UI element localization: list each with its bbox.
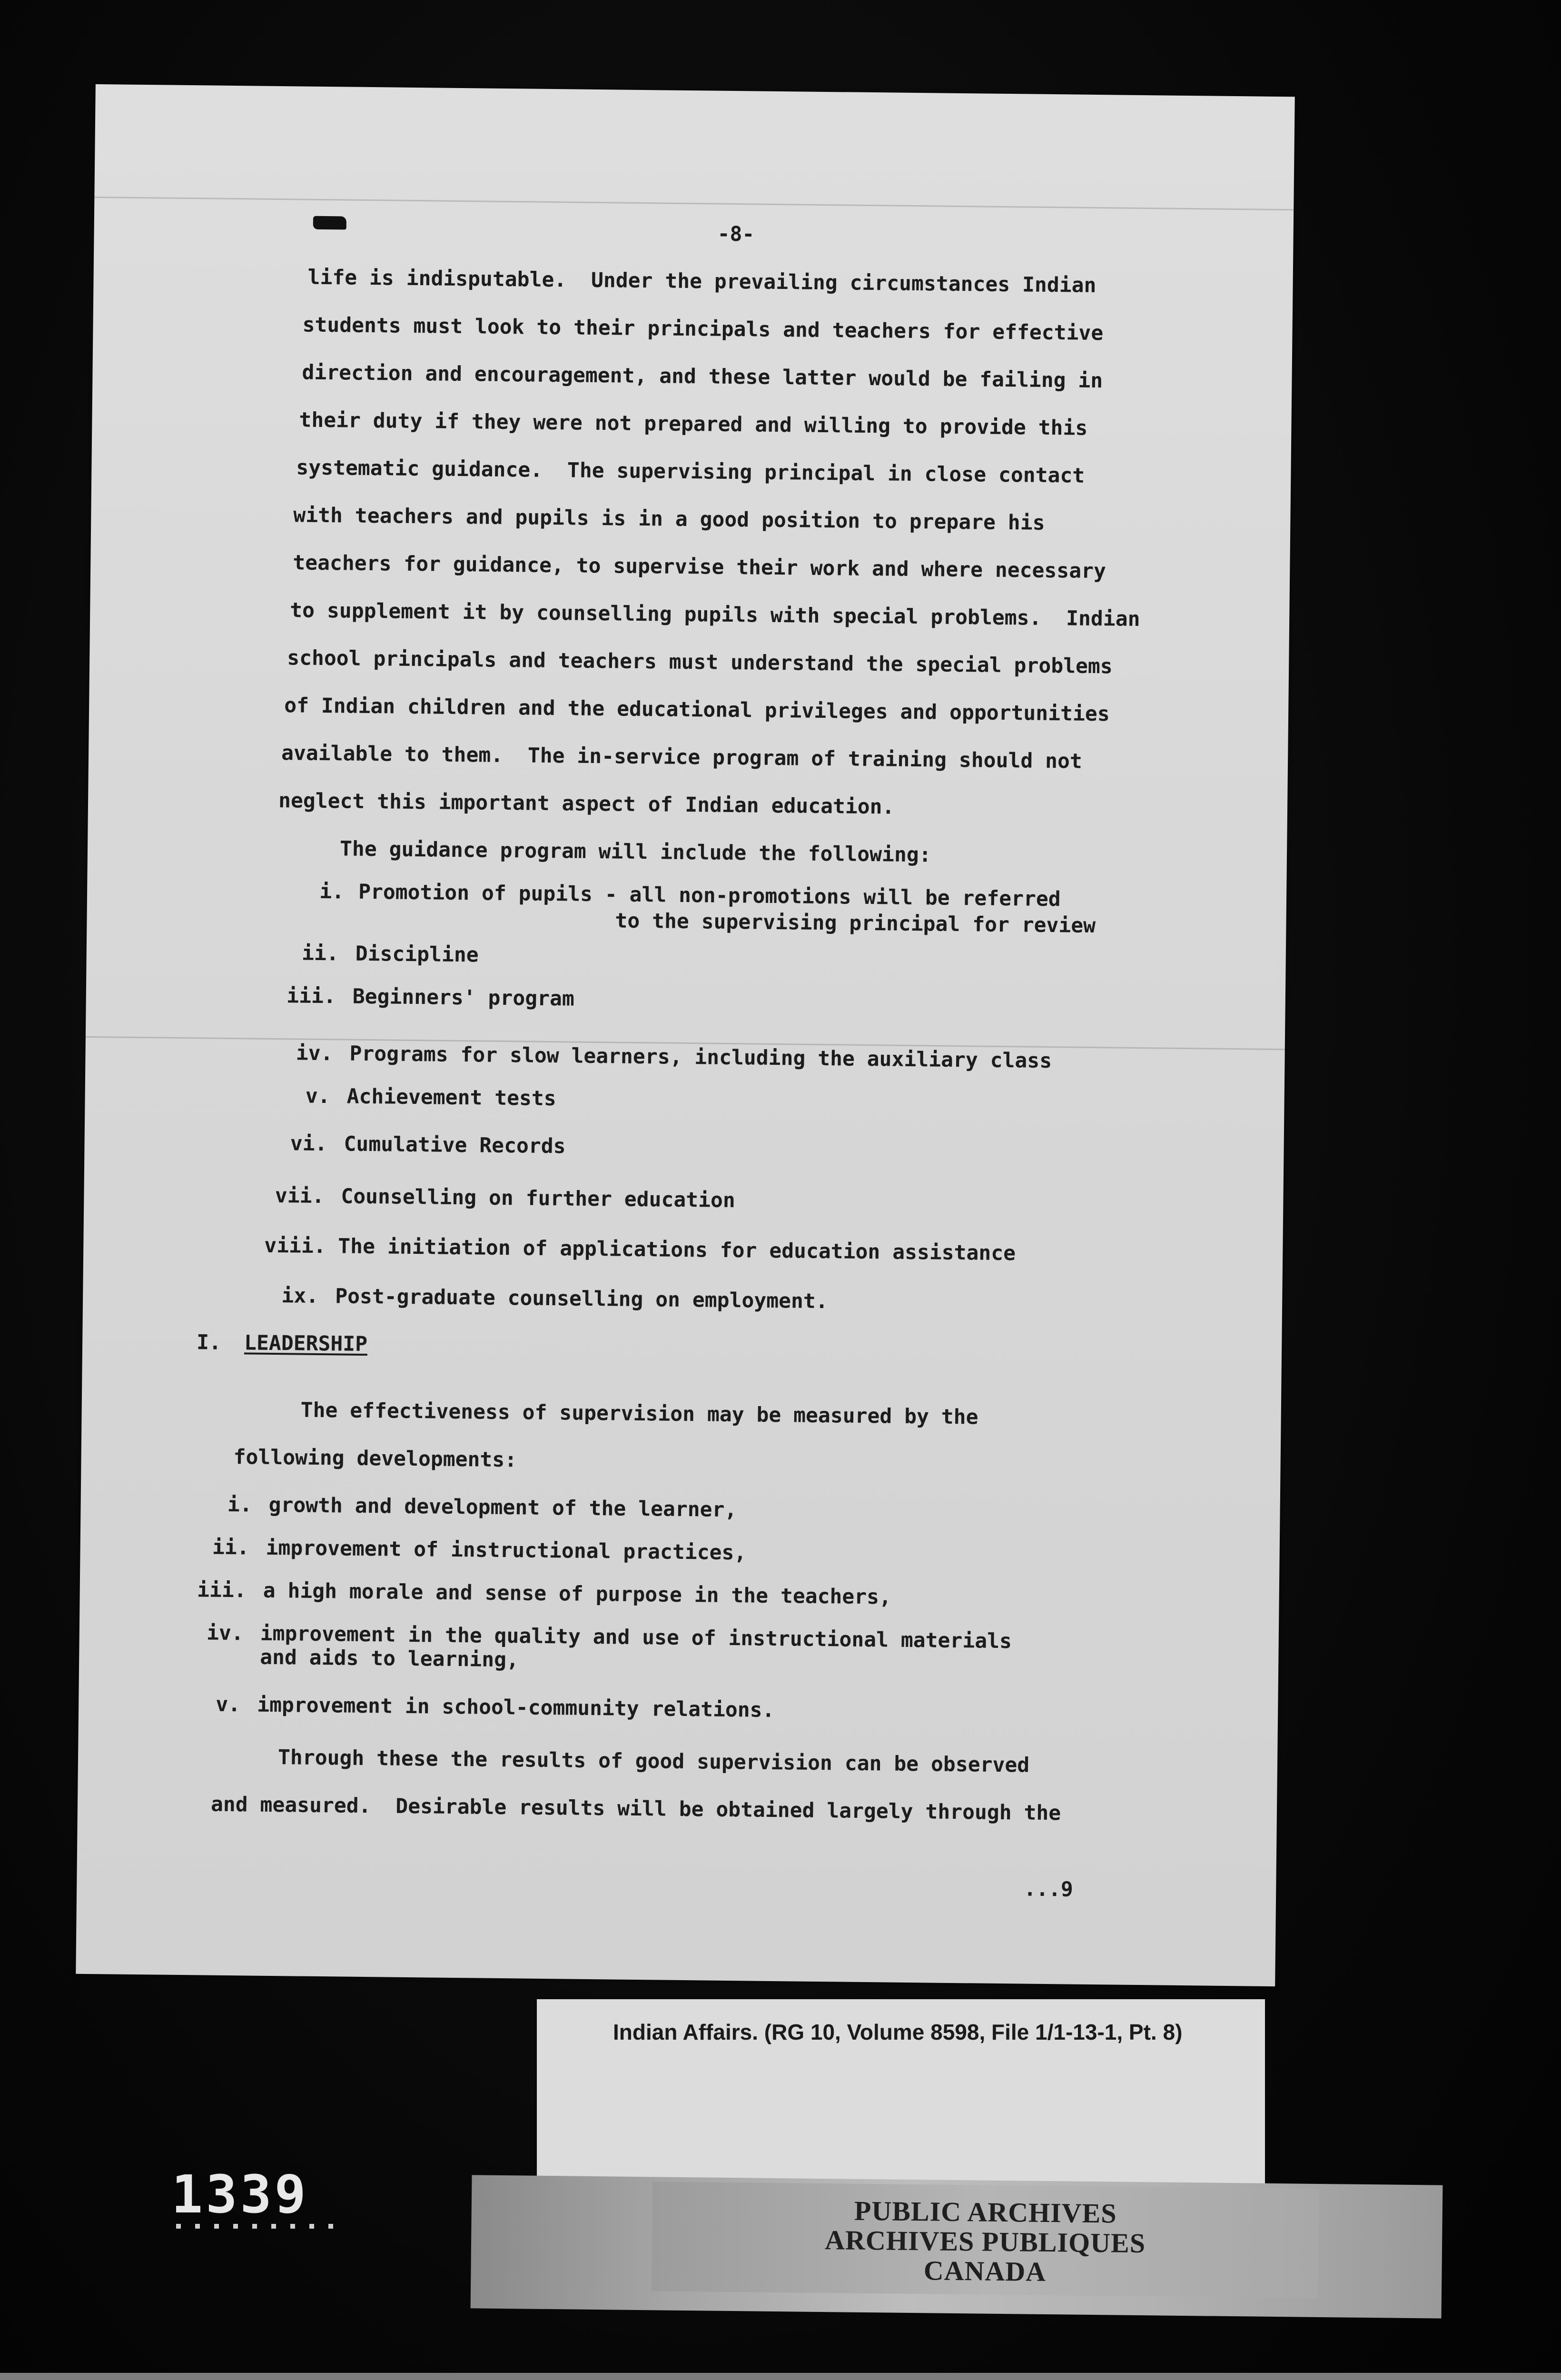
guidance-item-continuation: to the supervising principal for review [615,909,1096,938]
guidance-item-number: iii. [286,984,336,1009]
guidance-item: Post-graduate counselling on employment. [335,1284,828,1314]
leadership-item-number: iii. [197,1578,247,1603]
leadership-item-number: iv. [206,1621,244,1646]
body-line: teachers for guidance, to supervise their work and where necessary [293,551,1107,584]
guidance-item-number: viii. [264,1233,326,1259]
page-number: -8- [717,222,755,247]
stamp-line-1: PUBLIC ARCHIVES [854,2195,1117,2229]
body-line: their duty if they were not prepared and willing to provide this [299,408,1088,440]
leadership-item: growth and development of the learner, [268,1493,737,1522]
body-line: direction and encouragement, and these latter would be failing in [302,360,1103,393]
guidance-item: Promotion of pupils - all non-promotions will be referred [358,880,1061,912]
leadership-item-number: v. [216,1692,241,1717]
guidance-item: The initiation of applications for education assistance [338,1234,1016,1266]
guidance-item-number: i. [319,879,345,904]
guidance-item: Counselling on further education [341,1184,736,1213]
guidance-item-number: iv. [296,1041,333,1066]
guidance-item: Cumulative Records [344,1132,566,1159]
archives-stamp-band [471,2175,1443,2318]
continuation-marker: ...9 [1023,1877,1074,1902]
leadership-item-number: i. [227,1492,252,1517]
guidance-item-number: ii. [301,941,339,966]
leadership-item-number: ii. [212,1535,249,1560]
leadership-item: improvement of instructional practices, [266,1536,747,1565]
leadership-intro: The effectiveness of supervision may be measured by the [300,1398,978,1429]
guidance-item-number: vii. [275,1183,325,1209]
archives-stamp [652,2182,1319,2298]
leadership-item: a high morale and sense of purpose in the teachers, [263,1578,892,1609]
section-title: LEADERSHIP [244,1331,368,1357]
body-line: to supplement it by counselling pupils with special problems. Indian [290,598,1140,631]
body-line: systematic guidance. The supervising principal in close contact [296,456,1085,488]
body-line: neglect this important aspect of Indian education. [278,789,895,819]
page-text [76,84,1294,1986]
guidance-item-number: ix. [281,1284,319,1308]
stamp-line-3: CANADA [923,2255,1047,2287]
film-edge [0,2373,1561,2380]
body-line: school principals and teachers must understand the special problems [287,646,1113,679]
archive-reference-card [537,1999,1265,2199]
body-line: of Indian children and the educational privileges and opportunities [284,694,1110,726]
film-sprocket-marks [176,2224,343,2229]
section-letter: I. [196,1330,222,1355]
ink-mark [313,216,346,230]
guidance-item-number: v. [305,1084,330,1109]
guidance-item: Achievement tests [346,1084,556,1111]
guidance-item: Beginners' program [352,984,575,1011]
leadership-item: improvement in the quality and use of instructional materials [260,1621,1012,1654]
guidance-item-number: vi. [290,1131,327,1156]
body-line: with teachers and pupils is in a good position to prepare his [293,503,1045,535]
leadership-intro: following developments: [233,1445,517,1472]
body-line: available to them. The in-service program of training should not [281,741,1083,774]
guidance-item: Programs for slow learners, including the auxiliary class [349,1041,1052,1073]
guidance-intro: The guidance program will include the following: [339,837,931,867]
document-page [76,84,1294,1986]
body-line: life is indisputable. Under the prevailing circumstances Indian [307,265,1097,298]
leadership-item: improvement in school-community relations. [257,1693,775,1723]
leadership-item-continuation: and aids to learning, [260,1645,519,1672]
archive-reference: Indian Affairs. (RG 10, Volume 8598, File 1/1-13-1, Pt. 8) [613,2020,1183,2044]
closing-line: Through these the results of good supervision can be observed [277,1745,1030,1777]
body-line: students must look to their principals and teachers for effective [302,313,1104,346]
stamp-line-2: ARCHIVES PUBLIQUES [824,2224,1146,2259]
guidance-item: Discipline [355,942,479,967]
closing-line: and measured. Desirable results will be obtained largely through the [210,1792,1061,1825]
film-frame-number: 1339 [171,2168,309,2221]
